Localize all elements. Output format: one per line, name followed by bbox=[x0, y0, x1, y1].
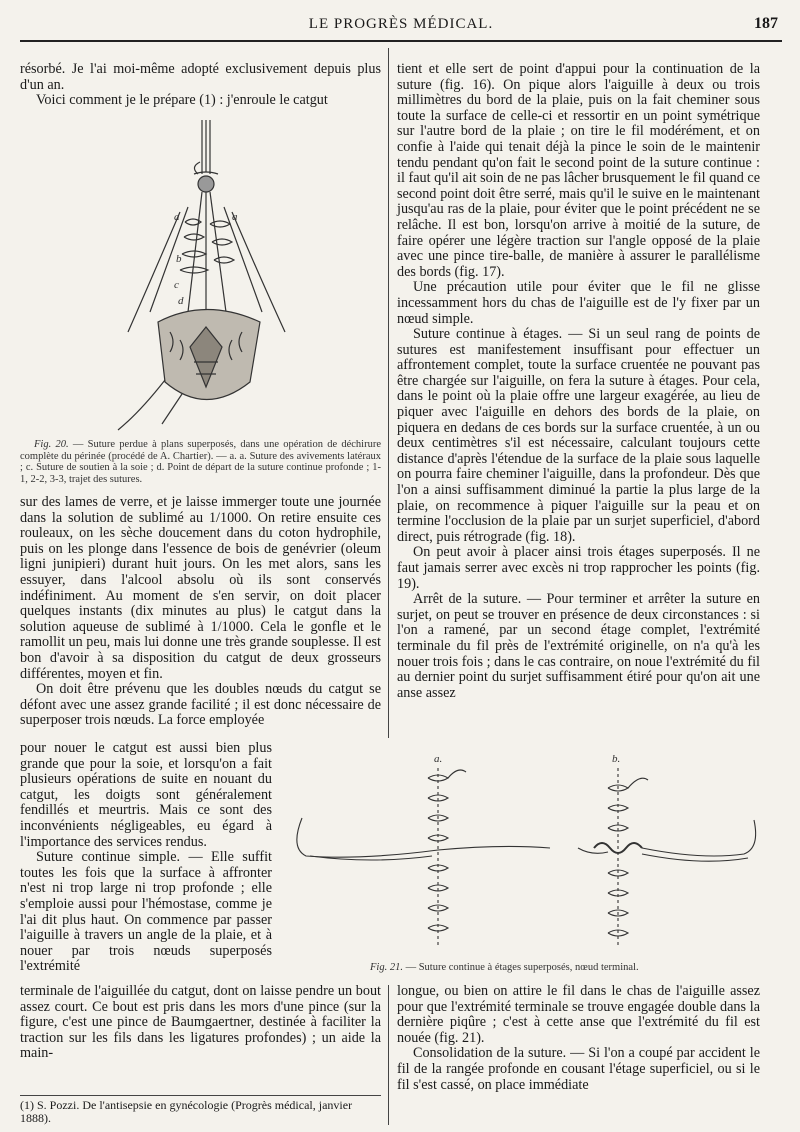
fig20-label: d bbox=[178, 295, 184, 307]
fig20-label: a bbox=[232, 211, 238, 223]
paragraph: longue, ou bien on attire le fil dans le chas de l'aiguille assez pour que l'extrémité terminale se trouve engagée double dans la dernière piqûre ; c'est à cette anse que l'extrémité du fil est nouée (fig. 21). bbox=[397, 983, 760, 1046]
column-rule bbox=[388, 48, 389, 738]
figure-20-caption bbox=[20, 439, 381, 485]
left-column-top bbox=[20, 62, 381, 109]
paragraph: terminale de l'aiguillée du catgut, dont on laisse pendre un bout assez court. Ce bout est pris dans les mors d'une pince (sur la figure, c'est une pince de Baumgaertner, destinée à faciliter la traction sur les fils dans les ligatures profondes) ; un aide la main- bbox=[20, 983, 381, 1062]
page-header bbox=[20, 16, 782, 42]
footnote: (1) S. Pozzi. De l'antisepsie en gynécologie (Progrès médical, janvier 1888). bbox=[20, 1095, 381, 1125]
paragraph: On peut avoir à placer ainsi trois étages superposés. Il ne faut jamais serrer avec excès ni trop rapprocher les points (fig. 19). bbox=[397, 544, 760, 592]
right-column-bottom bbox=[397, 984, 760, 1093]
figure-20-caption-text: — Suture perdue à plans superposés, dans une opération de déchirure complète du périnée (procédé de A. Chartier). — a. a. Suture des avivements latéraux ; c. Suture de soutien à la soie ; d. Point de départ de la suture continue profonde ; 1-1, 2-2, 3-3, trajet des sutures. bbox=[20, 439, 382, 485]
figure-20-number: Fig. 20. bbox=[34, 439, 69, 450]
paragraph: Suture continue à étages. — Si un seul rang de points de sutures est manifestement insuffisant pour effectuer un affrontement complet, toute la surface cruentée ne pouvant pas être chargée sur l'aiguille, on fera la suture à étages. Pour cela, dans le point où la plaie offre une largeur exagérée, au lieu de piquer avec l'aiguille en dehors des bords de la plaie, on piquera en dedans de ces bords sur la surface cruentée, à un ou deux centimètres s'il est nécessaire, calculant toujours cette distance d'après l'étendue de la surface de la plaie sous laquelle on pourra faire cheminer l'aiguille, dans la profondeur. Dès que l'on a ainsi suffisamment diminué la partie la plus large de la plaie, on recommence à piquer l'aiguille sur la peau et on termine l'occlusion de la plaie par un surjet superficiel, d'abord direct, puis rétrograde (fig. 18). bbox=[397, 326, 760, 545]
paragraph: Une précaution utile pour éviter que le fil ne glisse incessamment hors du chas de l'aiguille est de l'y fixer par un nœud simple. bbox=[397, 279, 760, 327]
left-column-middle bbox=[20, 495, 381, 729]
fig21-label-a: a. bbox=[434, 753, 443, 765]
fig21-label-b: b. bbox=[612, 753, 621, 765]
fig20-label: a bbox=[174, 211, 180, 223]
paragraph: pour nouer le catgut est aussi bien plus grande que pour la soie, et lorsqu'on a fait plusieurs opérations de suite en nouant du catgut, les doigts sont généralement fendillés et meurtris. Mais ce sont des inconvénients négligeables, eu égard à l'importance des services rendus. bbox=[20, 740, 272, 850]
figure-20-perineum-suture-illustration bbox=[110, 112, 350, 437]
paragraph: Suture continue simple. — Elle suffit toutes les fois que la surface à affronter n'est ni trop large ni trop profonde ; elle s'emploie aussi pour l'hémostase, comme je l'ai dit plus haut. On commence par passer l'aiguille à travers un angle de la plaie, et à nouer par trois nœuds superposés l'extrémité bbox=[20, 849, 272, 975]
paragraph: résorbé. Je l'ai moi-même adopté exclusivement depuis plus d'un an. bbox=[20, 61, 381, 93]
paragraph: Voici comment je le prépare (1) : j'enroule le catgut bbox=[36, 92, 328, 109]
paragraph: Consolidation de la suture. — Si l'on a coupé par accident le fil de la rangée profonde en cousant l'étage superficiel, ou si le fil s'est cassé, on place immédiate bbox=[397, 1045, 760, 1093]
paragraph: On doit être prévenu que les doubles nœuds du catgut se défont avec une assez grande facilité ; il est donc nécessaire de superposer trois nœuds. La force employée bbox=[20, 681, 381, 729]
page-number: 187 bbox=[754, 15, 778, 32]
figure-21-number: Fig. 21. bbox=[370, 962, 403, 973]
fig20-label: b bbox=[176, 253, 182, 265]
fig20-label: c bbox=[174, 279, 179, 291]
paragraph: sur des lames de verre, et je laisse immerger toute une journée dans la solution de sublimé au 1/1000. On retire ensuite ces rouleaux, on les sèche doucement dans du coton hydrophile, puis on les plonge dans l'essence de bois de genévrier (oleum ligni junipieri) durant huit jours. On les met alors, sans les essuyer, dans l'alcool absolu où ils sont conservés indéfiniment. Au moment de s'en servir, on doit placer quelques instants (dix minutes au plus) le catgut dans la solution aqueuse de sublimé à 1/1000. Cela le gonfle et le ramollit un peu, mais lui donne une très grande souplesse. Il est bon d'avoir à sa disposition du catgut de deux grosseurs différentes, moyen et fin. bbox=[20, 494, 381, 682]
figure-21-caption bbox=[370, 962, 770, 974]
right-column-top bbox=[397, 62, 760, 701]
figure-21-suture-knot-illustration bbox=[282, 748, 772, 958]
figure-21-caption-text: — Suture continue à étages superposés, nœud terminal. bbox=[405, 962, 639, 973]
paragraph: Arrêt de la suture. — Pour terminer et arrêter la suture en surjet, on peut se trouver en présence de deux circonstances : si l'on a ramené, par un second étage complet, l'extrémité terminale du fil près de l'extrémité originelle, on n'a qu'à les nouer trois fois ; dans le cas contraire, on noue l'extrémité du fil au dernier point du surjet suffisamment étiré pour qu'on ait une anse assez bbox=[397, 591, 760, 701]
column-rule-lower bbox=[388, 985, 389, 1125]
left-column-bottom bbox=[20, 984, 381, 1062]
journal-title: LE PROGRÈS MÉDICAL. bbox=[308, 16, 494, 32]
paragraph: tient et elle sert de point d'appui pour la continuation de la suture (fig. 16). On pique alors l'aiguille à deux ou trois millimètres du bord de la plaie, puis on la fait cheminer sous toute la surface de celle-ci et ressortir en un point symétrique sur l'autre bord de la plaie ; on tire le fil modérément, et on confie à l'aide qui tenait déjà la pince le soin de le maintenir tendu pendant qu'on fait le second point de la suture continue : il faut qu'il ait soin de ne pas lâcher brusquement le fil quand ce second point doit être serré, mais qu'il le suive en le maintenant jusqu'au ras de la plaie, pour éviter que le point précédent ne se relâche. Il est bon, lorsqu'on arrive à moitié de la suture, de faire opérer une légère traction sur l'angle opposé de la plaie avec une pince tire-balle, de manière à assurer le parallélisme des bords (fig. 17). bbox=[397, 61, 760, 280]
left-column-narrow bbox=[20, 741, 272, 975]
